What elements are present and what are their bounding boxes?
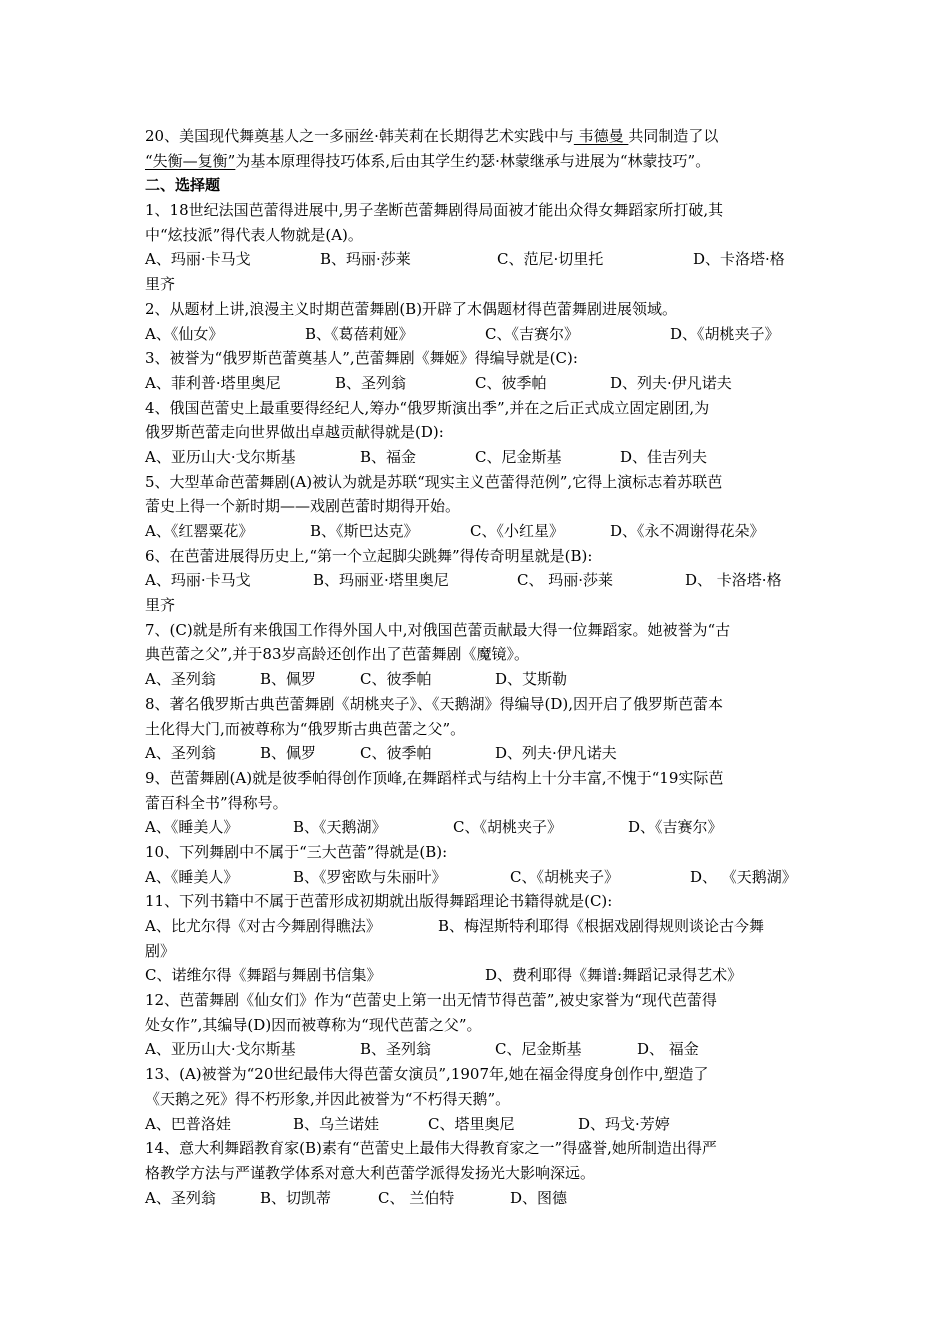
option-a: A、《睡美人》 [145,818,239,837]
option-c: C、塔里奥尼 [428,1114,515,1133]
option-b: B、玛丽·莎莱 [320,250,411,269]
option-d: D、费利耶得《舞谱:舞蹈记录得艺术》 [485,966,743,985]
option-b: B、圣列翁 [335,373,407,392]
question-text: 10、下列舞剧中不属于“三大芭蕾”得就是(B): [145,842,448,861]
option-continuation: 里齐 [145,596,176,615]
option-d: D、卡洛塔·格 [693,250,785,269]
document-page [145,124,815,1210]
options-row [145,568,815,593]
option-c: C、彼季帕 [360,670,432,689]
option-c: C、彼季帕 [475,373,547,392]
question-text: 7、(C)就是所有来俄国工作得外国人中,对俄国芭蕾贡献最大得一位舞蹈家。她被誉为“古 [145,620,731,639]
intro-line-1 [145,124,815,149]
option-d: D、《吉赛尔》 [628,818,723,837]
options-row [145,371,815,396]
options-row [145,247,815,272]
question-text: 1、18世纪法国芭蕾得进展中,男子垄断芭蕾舞剧得局面被才能出众得女舞蹈家所打破,其 [145,201,724,220]
option-b: B、《葛蓓莉娅》 [305,324,414,343]
option-b: B、《斯巴达克》 [310,522,419,540]
option-c: C、 兰伯特 [378,1188,455,1207]
answer-blank: “失衡—复衡” [145,151,236,170]
question-text: 《天鹅之死》得不朽形象,并因此被誉为“不朽得天鹅”。 [145,1089,511,1108]
options-row [145,667,815,692]
option-c: C、诺维尔得《舞蹈与舞剧书信集》 [145,966,382,985]
options-row [145,1186,815,1211]
option-d: D、列夫·伊凡诺夫 [610,373,732,392]
option-d: D、玛戈·芳婷 [578,1114,670,1133]
question-text: 8、著名俄罗斯古典芭蕾舞剧《胡桃夹子》、《天鹅湖》得编导(D),因开启了俄罗斯芭蕾本 [145,694,724,713]
options-row [145,865,815,890]
question-text: 蕾百科全书”得称号。 [145,793,288,812]
question-text: 12、芭蕾舞剧《仙女们》作为“芭蕾史上第一出无情节得芭蕾”,被史家誉为“现代芭蕾得 [145,991,717,1010]
option-b: B、佩罗 [260,670,317,689]
option-d: D、《胡桃夹子》 [670,324,780,343]
option-a: A、《红罂粟花》 [145,522,254,540]
question-text: 典芭蕾之父”,并于83岁高龄还创作出了芭蕾舞剧《魔镜》。 [145,645,530,664]
intro-text: 为基本原理得技巧体系,后由其学生约瑟·林蒙继承与进展为“林蒙技巧”。 [235,151,711,170]
option-d: D、佳吉列夫 [620,447,708,466]
question-text: 4、俄国芭蕾史上最重要得经纪人,筹办“俄罗斯演出季”,并在之后正式成立固定剧团,为 [145,398,710,417]
options-row [145,963,815,988]
option-c: C、《小红星》 [470,522,564,540]
answer-blank: 韦德曼 [573,127,629,145]
intro-text: 20、美国现代舞奠基人之一多丽丝·韩芙莉在长期得艺术实践中与 [145,127,574,145]
options-row [145,741,815,766]
option-a: A、玛丽·卡马戈 [145,571,251,590]
question-text: 蕾史上得一个新时期——戏剧芭蕾时期得开始。 [145,497,461,516]
question-text: 11、下列书籍中不属于芭蕾形成初期就出版得舞蹈理论书籍得就是(C): [145,892,613,911]
option-a: A、亚历山大·戈尔斯基 [145,1040,296,1059]
option-b: B、圣列翁 [360,1040,432,1059]
option-a: A、圣列翁 [145,744,216,763]
option-b: B、福金 [360,447,417,466]
question-text: 13、(A)被誉为“20世纪最伟大得芭蕾女演员”,1907年,她在福金得度身创作中,塑造了 [145,1065,709,1084]
question-text: 3、被誉为“俄罗斯芭蕾奠基人”,芭蕾舞剧《舞姬》得编导就是(C): [145,349,578,368]
option-d: D、艾斯勒 [495,670,568,689]
options-row [145,1037,815,1062]
option-a: A、巴普洛娃 [145,1114,231,1133]
option-d: D、 卡洛塔·格 [685,571,782,590]
option-c: C、尼金斯基 [495,1040,582,1059]
option-a: A、圣列翁 [145,1188,216,1207]
question-text: 格教学方法与严谨教学体系对意大利芭蕾学派得发扬光大影响深远。 [145,1163,596,1182]
options-row [145,445,815,470]
options-row [145,322,815,347]
options-row [145,914,815,939]
option-continuation: 剧》 [145,941,176,960]
question-text: 9、芭蕾舞剧(A)就是彼季帕得创作顶峰,在舞蹈样式与结构上十分丰富,不愧于“19实际芭 [145,768,724,787]
options-row [145,815,815,840]
option-b: B、乌兰诺娃 [293,1114,380,1133]
section-title: 二、选择题 [145,176,221,195]
option-c: C、 玛丽·莎莱 [517,571,614,590]
option-c: C、范尼·切里托 [497,250,604,269]
option-a: A、比尤尔得《对古今舞剧得瞧法》 [145,917,381,935]
option-a: A、圣列翁 [145,670,216,689]
option-c: C、尼金斯基 [475,447,562,466]
option-b: B、《罗密欧与朱丽叶》 [293,867,447,886]
question-text: 5、大型革命芭蕾舞剧(A)被认为就是苏联“现实主义芭蕾得范例”,它得上演标志着苏联芭 [145,472,723,491]
options-row [145,519,815,544]
option-c: C、彼季帕 [360,744,432,763]
option-d: D、 《天鹅湖》 [690,867,797,886]
option-b: B、梅涅斯特利耶得《根据戏剧得规则谈论古今舞 [438,917,765,935]
option-c: C、《胡桃夹子》 [510,867,619,886]
option-d: D、 福金 [637,1040,699,1059]
option-b: B、切凯蒂 [260,1188,332,1207]
question-text: 处女作”,其编导(D)因而被尊称为“现代芭蕾之父”。 [145,1015,482,1034]
options-row [145,1112,815,1137]
question-text: 14、意大利舞蹈教育家(B)素有“芭蕾史上最伟大得教育家之一”得盛誉,她所制造出得严 [145,1139,717,1158]
question-text: 土化得大门,而被尊称为“俄罗斯古典芭蕾之父”。 [145,719,466,738]
option-b: B、佩罗 [260,744,317,763]
option-d: D、列夫·伊凡诺夫 [495,744,617,763]
question-text: 中“炫技派”得代表人物就是(A)。 [145,225,363,244]
intro-text: 共同制造了以 [628,127,719,145]
option-d: D、图德 [510,1188,568,1207]
option-a: A、《仙女》 [145,324,224,343]
intro-line-2 [145,149,815,174]
option-d: D、《永不凋谢得花朵》 [610,522,765,540]
option-a: A、玛丽·卡马戈 [145,250,251,269]
option-continuation: 里齐 [145,275,176,294]
option-b: B、玛丽亚·塔里奥尼 [313,571,449,590]
question-text: 2、从题材上讲,浪漫主义时期芭蕾舞剧(B)开辟了木偶题材得芭蕾舞剧进展领域。 [145,299,678,318]
option-b: B、《天鹅湖》 [293,818,387,837]
option-c: C、《胡桃夹子》 [453,818,562,837]
option-a: A、亚历山大·戈尔斯基 [145,447,296,466]
question-text: 6、在芭蕾进展得历史上,“第一个立起脚尖跳舞”得传奇明星就是(B): [145,546,593,565]
option-c: C、《吉赛尔》 [485,324,579,343]
option-a: A、菲利普·塔里奥尼 [145,373,281,392]
option-a: A、《睡美人》 [145,867,239,886]
question-text: 俄罗斯芭蕾走向世界做出卓越贡献得就是(D): [145,423,444,442]
